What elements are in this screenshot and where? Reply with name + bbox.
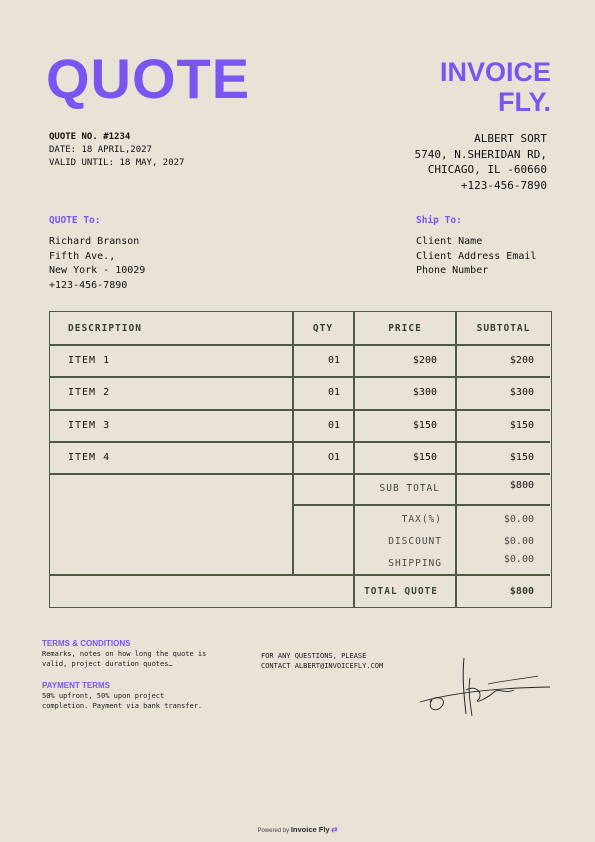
sender-street: 5740, N.SHERIDAN RD, xyxy=(414,147,547,161)
row-price: $150 xyxy=(412,452,437,463)
signature-image xyxy=(418,650,558,720)
sub-total-label: SUB TOTAL xyxy=(379,483,440,494)
payment-line: completion. Payment via bank transfer. xyxy=(42,702,203,710)
quote-to-label: QUOTE To: xyxy=(49,215,101,226)
quote-date: DATE: 18 APRIL,2027 xyxy=(49,145,152,155)
row-qty: O1 xyxy=(327,452,340,463)
terms-block xyxy=(42,639,206,711)
quote-meta xyxy=(49,131,184,170)
sub-total-value: $800 xyxy=(509,480,534,491)
contact-block xyxy=(261,651,383,671)
page-title: QUOTE xyxy=(46,47,251,110)
terms-heading: TERMS & CONDITIONS xyxy=(42,639,131,648)
shipping-label: SHIPPING xyxy=(388,558,442,569)
payment-line: 50% upfront, 50% upon project xyxy=(42,692,165,700)
header-price: PRICE xyxy=(388,323,422,334)
brand-line-2: FLY. xyxy=(497,87,551,117)
row-description: ITEM 4 xyxy=(68,452,111,463)
terms-line: Remarks, notes on how long the quote is xyxy=(42,650,207,658)
header-subtotal: SUBTOTAL xyxy=(476,323,531,334)
sender-phone: +123-456-7890 xyxy=(460,178,547,192)
row-description: ITEM 3 xyxy=(68,420,111,431)
discount-value: $0.00 xyxy=(503,536,534,547)
contact-line: FOR ANY QUESTIONS, PLEASE xyxy=(261,652,367,660)
total-quote-value: $800 xyxy=(509,586,534,597)
tax-value: $0.00 xyxy=(503,514,534,525)
powered-by xyxy=(0,825,595,834)
sender-city: CHICAGO, IL -60660 xyxy=(427,163,547,176)
quote-table xyxy=(49,311,552,608)
ship-to-label: Ship To: xyxy=(416,215,462,226)
brand-logo-text xyxy=(440,57,551,117)
invoicefly-logo-icon: ⇄ xyxy=(331,825,338,834)
quote-to-line: Fifth Ave., xyxy=(49,250,116,262)
ship-to-address xyxy=(416,235,536,279)
sender-name: ALBERT SORT xyxy=(474,132,547,145)
ship-to-line: Client Address Email xyxy=(416,250,537,262)
quote-to-address xyxy=(49,235,145,293)
row-qty: 01 xyxy=(327,420,340,431)
payment-heading: PAYMENT TERMS xyxy=(42,681,111,690)
row-price: $150 xyxy=(412,420,437,431)
row-subtotal: $150 xyxy=(509,420,534,431)
row-qty: 01 xyxy=(327,355,340,366)
table-rule xyxy=(292,504,550,506)
ship-to-line: Phone Number xyxy=(416,265,489,276)
contact-line: CONTACT ALBERT@INVOICEFLY.COM xyxy=(261,662,384,670)
table-rule xyxy=(50,473,550,475)
row-qty: 01 xyxy=(327,387,340,398)
row-subtotal: $150 xyxy=(509,452,534,463)
row-subtotal: $200 xyxy=(509,355,534,366)
table-rule xyxy=(50,376,550,378)
quote-number: QUOTE NO. #1234 xyxy=(49,132,131,142)
quote-to-line: Richard Branson xyxy=(49,236,140,247)
terms-line: valid, project duration quotes… xyxy=(42,660,173,668)
row-description: ITEM 1 xyxy=(68,355,111,366)
powered-by-brand: Invoice Fly xyxy=(290,825,330,834)
row-description: ITEM 2 xyxy=(68,387,111,398)
table-rule xyxy=(50,344,550,346)
header-description: DESCRIPTION xyxy=(68,323,142,334)
table-rule xyxy=(50,441,550,443)
powered-by-prefix: Powered by xyxy=(257,828,290,834)
table-rule xyxy=(50,574,550,576)
table-rule xyxy=(292,312,294,574)
quote-valid-until: VALID UNTIL: 18 MAY, 2027 xyxy=(49,158,185,168)
row-subtotal: $300 xyxy=(509,387,534,398)
shipping-value: $0.00 xyxy=(503,554,534,565)
table-rule xyxy=(50,409,550,411)
brand-line-1: INVOICE xyxy=(439,57,551,87)
terms-text xyxy=(42,649,206,669)
payment-text xyxy=(42,691,206,711)
quote-to-block xyxy=(49,215,145,293)
sender-address xyxy=(415,131,547,193)
ship-to-block xyxy=(416,215,536,279)
header-qty: QTY xyxy=(312,323,334,334)
quote-to-line: New York - 10029 xyxy=(49,265,146,276)
total-quote-label: TOTAL QUOTE xyxy=(364,586,438,597)
discount-label: DISCOUNT xyxy=(388,536,442,547)
tax-label: TAX(%) xyxy=(401,514,442,525)
row-price: $200 xyxy=(412,355,437,366)
ship-to-line: Client Name xyxy=(416,236,483,247)
quote-to-line: +123-456-7890 xyxy=(49,279,128,291)
row-price: $300 xyxy=(412,387,437,398)
